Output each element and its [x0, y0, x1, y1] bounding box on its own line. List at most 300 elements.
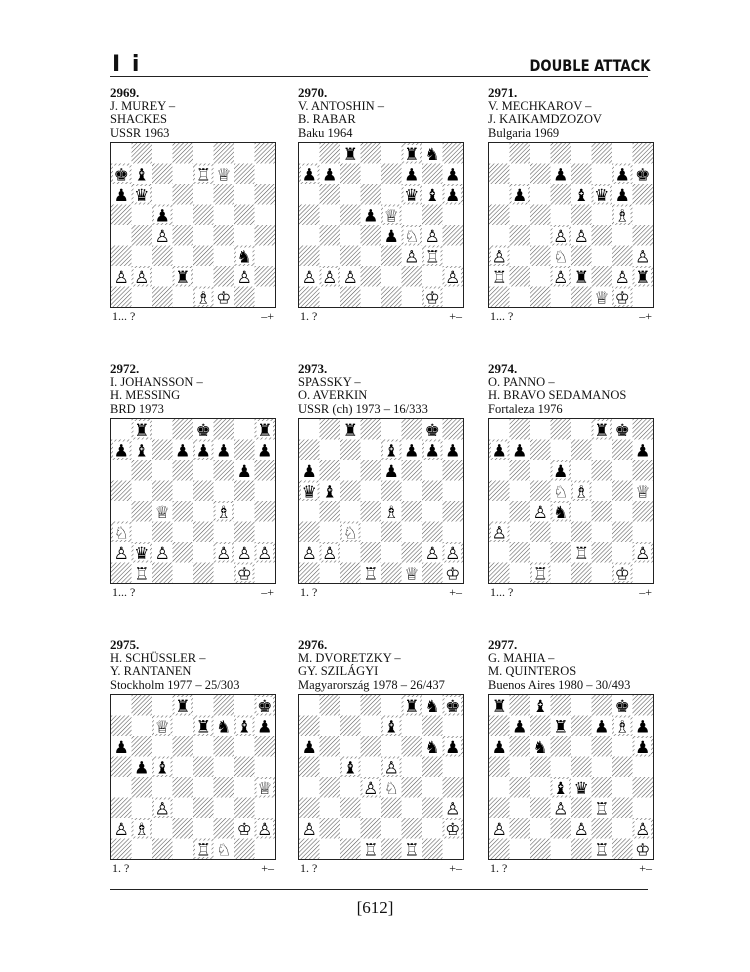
board-square: [530, 716, 551, 737]
board-square: [111, 143, 132, 164]
board-square: [633, 225, 654, 246]
board-square: [489, 501, 510, 522]
board-square: [234, 205, 255, 226]
board-square: [340, 798, 361, 819]
board-square: [340, 205, 361, 226]
board-square: [402, 287, 423, 308]
board-square: [571, 246, 592, 267]
board-square: [320, 460, 341, 481]
board-square: [381, 143, 402, 164]
board-square: [571, 205, 592, 226]
board-square: [361, 246, 382, 267]
board-square: [299, 287, 320, 308]
board-square: [443, 205, 464, 226]
board-square: [234, 184, 255, 205]
board-square: [361, 266, 382, 287]
board-square: [402, 481, 423, 502]
puzzle-7: [110, 638, 278, 876]
white-pawn-icon: ♙: [236, 267, 252, 288]
puzzle-6: [488, 362, 656, 600]
black-pawn-icon: ♟: [134, 758, 150, 779]
board-square: [381, 419, 402, 440]
move-prompt: 1. ?: [300, 861, 318, 875]
white-pawn-icon: ♙: [404, 247, 420, 268]
board-square: [299, 777, 320, 798]
black-bishop-icon: ♝: [154, 758, 170, 779]
board-square: [152, 164, 173, 185]
board-square: [510, 777, 531, 798]
board-square: [510, 501, 531, 522]
board-square: [234, 736, 255, 757]
board-square: [592, 440, 613, 461]
board-square: [173, 501, 194, 522]
board-square: [361, 542, 382, 563]
board-square: [152, 777, 173, 798]
white-pawn-icon: ♙: [134, 267, 150, 288]
board-square: [340, 542, 361, 563]
black-pawn-icon: ♟: [445, 165, 461, 186]
board-square: [193, 777, 214, 798]
board-square: [489, 563, 510, 584]
board-square: [152, 563, 173, 584]
board-square: [571, 287, 592, 308]
black-rook-icon: ♜: [175, 696, 191, 717]
board-square: [299, 798, 320, 819]
black-queen-icon: ♛: [573, 778, 589, 799]
board-square: [255, 757, 276, 778]
board-square: [510, 164, 531, 185]
white-pawn-icon: ♙: [573, 819, 589, 840]
white-queen-icon: ♕: [594, 288, 610, 307]
black-rook-icon: ♜: [404, 696, 420, 717]
board-square: [152, 839, 173, 860]
board-square: [173, 563, 194, 584]
board-square: [612, 143, 633, 164]
board-square: [361, 460, 382, 481]
puzzle-2: [298, 86, 466, 324]
white-queen-icon: ♕: [383, 206, 399, 227]
white-king-icon: ♔: [236, 564, 252, 583]
board-square: [320, 501, 341, 522]
board-square: [214, 522, 235, 543]
black-king-icon: ♚: [257, 696, 273, 717]
chess-board: [488, 418, 654, 584]
white-pawn-icon: ♙: [236, 543, 252, 564]
white-rook-icon: ♖: [363, 564, 379, 583]
board-square: [320, 736, 341, 757]
board-square: [510, 205, 531, 226]
black-bishop-icon: ♝: [573, 185, 589, 206]
board-square: [340, 184, 361, 205]
board-square: [214, 736, 235, 757]
black-pawn-icon: ♟: [257, 441, 273, 462]
board-square: [530, 818, 551, 839]
board-square: [510, 246, 531, 267]
board-square: [214, 184, 235, 205]
move-prompt: 1... ?: [490, 309, 514, 323]
white-queen-icon: ♕: [216, 165, 232, 186]
white-rook-icon: ♖: [594, 840, 610, 859]
board-square: [489, 798, 510, 819]
black-knight-icon: ♞: [424, 144, 440, 165]
board-square: [255, 522, 276, 543]
black-player: H. MESSING: [110, 388, 181, 402]
board-square: [320, 716, 341, 737]
chess-board: [488, 142, 654, 308]
white-player: I. JOHANSSON –: [110, 374, 203, 389]
black-knight-icon: ♞: [532, 737, 548, 758]
footer-rule: [110, 889, 648, 890]
white-pawn-icon: ♙: [553, 267, 569, 288]
puzzle-number: 2973.: [298, 361, 328, 376]
board-square: [214, 460, 235, 481]
board-square: [173, 287, 194, 308]
board-square: [152, 287, 173, 308]
board-square: [214, 777, 235, 798]
board-square: [234, 777, 255, 798]
board-square: [551, 818, 572, 839]
move-prompt: 1. ?: [490, 861, 508, 875]
white-pawn-icon: ♙: [635, 819, 651, 840]
black-pawn-icon: ♟: [512, 717, 528, 738]
black-rook-icon: ♜: [195, 717, 211, 738]
board-square: [402, 716, 423, 737]
black-pawn-icon: ♟: [491, 737, 507, 758]
puzzle-footer: [488, 862, 656, 876]
board-square: [361, 716, 382, 737]
board-square: [255, 205, 276, 226]
board-square: [111, 225, 132, 246]
board-square: [193, 225, 214, 246]
board-square: [402, 798, 423, 819]
black-rook-icon: ♜: [404, 144, 420, 165]
board-square: [152, 440, 173, 461]
board-square: [152, 481, 173, 502]
black-rook-icon: ♜: [553, 717, 569, 738]
board-square: [193, 818, 214, 839]
board-square: [551, 736, 572, 757]
board-square: [132, 143, 153, 164]
board-square: [361, 481, 382, 502]
board-square: [443, 246, 464, 267]
board-square: [422, 777, 443, 798]
board-square: [340, 246, 361, 267]
black-player: H. BRAVO SEDAMANOS: [488, 388, 627, 402]
board-square: [422, 716, 443, 737]
board-square: [173, 818, 194, 839]
board-square: [571, 440, 592, 461]
board-square: [255, 143, 276, 164]
board-square: [234, 481, 255, 502]
board-square: [551, 757, 572, 778]
board-square: [402, 205, 423, 226]
board-square: [214, 757, 235, 778]
board-square: [299, 563, 320, 584]
puzzle-number: 2969.: [110, 85, 140, 100]
board-square: [361, 184, 382, 205]
black-king-icon: ♚: [614, 420, 630, 441]
white-pawn-icon: ♙: [301, 267, 317, 288]
black-player: B. RABAR: [298, 112, 356, 126]
puzzle-footer: [488, 586, 656, 600]
black-rook-icon: ♜: [573, 267, 589, 288]
board-square: [361, 143, 382, 164]
white-king-icon: ♔: [236, 819, 252, 840]
white-king-icon: ♔: [424, 288, 440, 307]
white-pawn-icon: ♙: [322, 267, 338, 288]
black-pawn-icon: ♟: [614, 165, 630, 186]
white-pawn-icon: ♙: [257, 543, 273, 564]
black-player: J. KAIKAMDZOZOV: [488, 112, 602, 126]
board-square: [320, 563, 341, 584]
board-square: [422, 501, 443, 522]
white-queen-icon: ♕: [404, 564, 420, 583]
board-square: [132, 777, 153, 798]
board-square: [633, 184, 654, 205]
black-pawn-icon: ♟: [383, 226, 399, 247]
board-square: [612, 225, 633, 246]
white-knight-icon: ♘: [404, 226, 420, 247]
white-king-icon: ♔: [445, 564, 461, 583]
board-square: [214, 225, 235, 246]
board-square: [551, 695, 572, 716]
white-knight-icon: ♘: [216, 840, 232, 859]
board-square: [422, 522, 443, 543]
white-queen-icon: ♕: [154, 502, 170, 523]
board-square: [633, 757, 654, 778]
white-king-icon: ♔: [445, 819, 461, 840]
board-square: [111, 798, 132, 819]
board-square: [214, 143, 235, 164]
black-pawn-icon: ♟: [635, 441, 651, 462]
board-square: [422, 563, 443, 584]
board-square: [422, 798, 443, 819]
board-square: [320, 287, 341, 308]
board-square: [612, 460, 633, 481]
black-player: Y. RANTANEN: [110, 664, 192, 678]
board-square: [489, 419, 510, 440]
board-square: [633, 695, 654, 716]
board-square: [320, 757, 341, 778]
board-square: [361, 287, 382, 308]
board-square: [173, 757, 194, 778]
white-king-icon: ♔: [216, 288, 232, 307]
board-square: [402, 266, 423, 287]
evaluation: –+: [261, 585, 274, 599]
board-square: [592, 164, 613, 185]
puzzle-number: 2970.: [298, 85, 328, 100]
black-pawn-icon: ♟: [113, 441, 129, 462]
board-square: [361, 818, 382, 839]
board-square: [340, 563, 361, 584]
board-square: [530, 266, 551, 287]
board-square: [361, 695, 382, 716]
black-pawn-icon: ♟: [195, 441, 211, 462]
board-square: [633, 287, 654, 308]
black-pawn-icon: ♟: [301, 461, 317, 482]
board-square: [193, 143, 214, 164]
black-king-icon: ♚: [113, 165, 129, 186]
black-queen-icon: ♛: [404, 185, 420, 206]
white-pawn-icon: ♙: [445, 543, 461, 564]
black-pawn-icon: ♟: [424, 441, 440, 462]
black-knight-icon: ♞: [424, 696, 440, 717]
black-queen-icon: ♛: [301, 482, 317, 503]
event: Stockholm 1977 – 25/303: [110, 677, 240, 692]
board-square: [173, 716, 194, 737]
board-square: [193, 501, 214, 522]
black-pawn-icon: ♟: [512, 441, 528, 462]
black-pawn-icon: ♟: [257, 717, 273, 738]
white-pawn-icon: ♙: [301, 819, 317, 840]
board-square: [633, 501, 654, 522]
board-square: [592, 246, 613, 267]
board-square: [152, 419, 173, 440]
white-pawn-icon: ♙: [113, 819, 129, 840]
board-square: [214, 266, 235, 287]
white-pawn-icon: ♙: [216, 543, 232, 564]
board-square: [381, 542, 402, 563]
board-square: [510, 287, 531, 308]
board-square: [320, 522, 341, 543]
black-bishop-icon: ♝: [383, 441, 399, 462]
puzzle-number: 2974.: [488, 361, 518, 376]
white-pawn-icon: ♙: [424, 543, 440, 564]
board-square: [173, 542, 194, 563]
board-square: [422, 266, 443, 287]
board-square: [551, 522, 572, 543]
puzzle-footer: [110, 310, 278, 324]
board-square: [381, 246, 402, 267]
board-square: [234, 798, 255, 819]
board-square: [530, 419, 551, 440]
board-square: [530, 440, 551, 461]
board-square: [551, 205, 572, 226]
board-square: [132, 798, 153, 819]
white-king-icon: ♔: [635, 840, 651, 859]
board-square: [132, 736, 153, 757]
board-square: [340, 225, 361, 246]
white-knight-icon: ♘: [113, 523, 129, 544]
black-rook-icon: ♜: [175, 267, 191, 288]
black-pawn-icon: ♟: [113, 737, 129, 758]
black-pawn-icon: ♟: [322, 165, 338, 186]
board-square: [592, 522, 613, 543]
white-bishop-icon: ♗: [614, 717, 630, 738]
board-square: [443, 522, 464, 543]
black-knight-icon: ♞: [236, 247, 252, 268]
board-square: [173, 481, 194, 502]
black-rook-icon: ♜: [134, 420, 150, 441]
board-square: [443, 460, 464, 481]
board-square: [381, 522, 402, 543]
black-pawn-icon: ♟: [113, 185, 129, 206]
black-pawn-icon: ♟: [445, 441, 461, 462]
board-square: [255, 164, 276, 185]
board-square: [193, 246, 214, 267]
board-square: [255, 563, 276, 584]
puzzle-number: 2976.: [298, 637, 328, 652]
board-square: [132, 225, 153, 246]
chess-board: [110, 142, 276, 308]
board-square: [173, 143, 194, 164]
board-square: [361, 757, 382, 778]
board-square: [299, 246, 320, 267]
board-square: [234, 225, 255, 246]
board-square: [489, 777, 510, 798]
board-square: [592, 225, 613, 246]
board-square: [320, 419, 341, 440]
board-square: [381, 818, 402, 839]
board-square: [299, 440, 320, 461]
board-square: [551, 287, 572, 308]
board-square: [592, 736, 613, 757]
board-square: [551, 542, 572, 563]
board-square: [381, 695, 402, 716]
board-square: [633, 798, 654, 819]
puzzle-1: [110, 86, 278, 324]
chess-board: [110, 694, 276, 860]
board-square: [173, 798, 194, 819]
board-square: [193, 757, 214, 778]
board-square: [443, 757, 464, 778]
board-square: [234, 839, 255, 860]
board-square: [173, 164, 194, 185]
white-player: J. MUREY –: [110, 98, 176, 113]
board-square: [443, 287, 464, 308]
board-square: [422, 757, 443, 778]
board-square: [489, 839, 510, 860]
board-square: [612, 440, 633, 461]
board-square: [530, 205, 551, 226]
puzzle-5: [298, 362, 466, 600]
white-rook-icon: ♖: [424, 247, 440, 268]
board-square: [173, 246, 194, 267]
black-pawn-icon: ♟: [635, 737, 651, 758]
board-square: [299, 695, 320, 716]
board-square: [612, 542, 633, 563]
white-pawn-icon: ♙: [113, 543, 129, 564]
evaluation: +–: [449, 309, 462, 323]
board-square: [530, 757, 551, 778]
board-square: [612, 839, 633, 860]
board-square: [402, 818, 423, 839]
board-square: [340, 695, 361, 716]
board-square: [571, 563, 592, 584]
board-square: [214, 481, 235, 502]
board-square: [152, 460, 173, 481]
black-king-icon: ♚: [614, 696, 630, 717]
board-square: [422, 164, 443, 185]
board-square: [551, 419, 572, 440]
white-rook-icon: ♖: [594, 799, 610, 820]
board-square: [443, 419, 464, 440]
page-number: [612]: [356, 898, 394, 917]
board-square: [633, 777, 654, 798]
puzzle-8: [298, 638, 466, 876]
board-square: [361, 164, 382, 185]
black-pawn-icon: ♟: [491, 441, 507, 462]
board-square: [111, 716, 132, 737]
board-square: [361, 419, 382, 440]
board-square: [592, 143, 613, 164]
board-square: [340, 716, 361, 737]
white-pawn-icon: ♙: [614, 267, 630, 288]
board-square: [571, 522, 592, 543]
board-square: [255, 246, 276, 267]
board-square: [111, 501, 132, 522]
black-pawn-icon: ♟: [404, 165, 420, 186]
